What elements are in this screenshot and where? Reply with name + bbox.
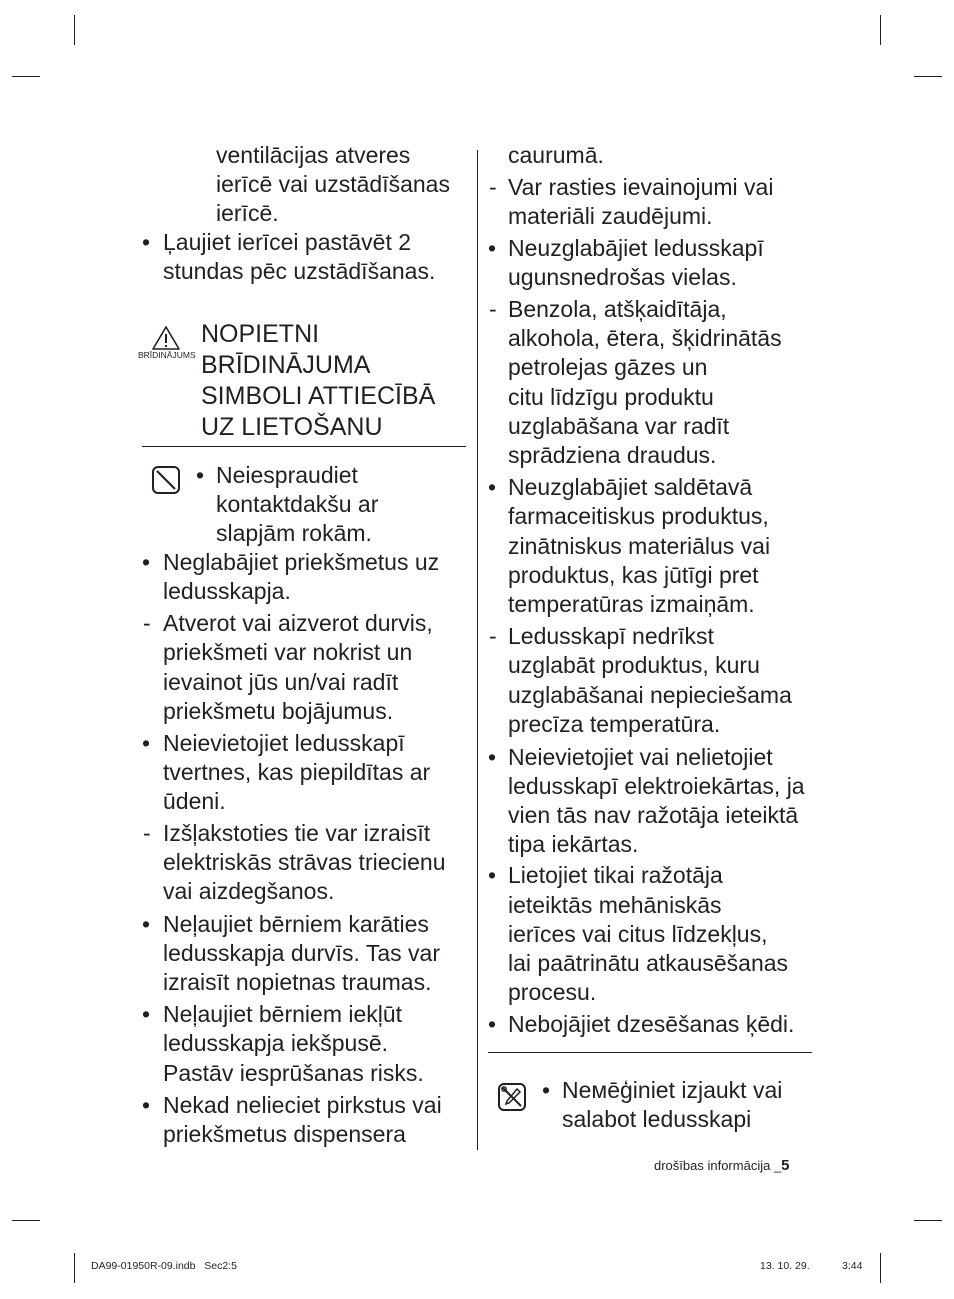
- print-time: 3:44: [842, 1260, 863, 1272]
- text-line: Neglabājiet priekšmetus uz: [163, 549, 440, 575]
- crop-mark: [74, 15, 75, 45]
- text-line: farmaceitiskus produktus,: [508, 503, 769, 529]
- text-line: ūdeni.: [163, 788, 226, 814]
- bullet: •: [142, 730, 151, 756]
- text-line: temperatūras izmaiņām.: [508, 591, 755, 617]
- page-number: 5: [781, 1157, 790, 1174]
- text-line: Nekad nelieciet pirkstus vai: [163, 1092, 442, 1118]
- text-line: Atverot vai aizverot durvis,: [163, 610, 433, 636]
- section-heading-line: BRĪDINĀJUMA: [201, 351, 371, 379]
- text-line: ierīcē.: [216, 200, 279, 226]
- text-line: vai aizdegšanos.: [163, 878, 335, 904]
- heading-rule: [142, 446, 466, 447]
- text-line: materiāli zaudējumi.: [508, 203, 713, 229]
- bullet: •: [142, 911, 151, 937]
- text-line: precīza temperatūra.: [508, 711, 721, 737]
- text-line: ugunsnedrošas vielas.: [508, 264, 737, 290]
- text-line: tvertnes, kas piepildītas ar: [163, 759, 431, 785]
- dash: -: [143, 820, 151, 846]
- text-line: Var rasties ievainojumi vai: [508, 174, 774, 200]
- text-line: salabot ledusskapi: [562, 1106, 752, 1132]
- text-line: kontaktdakšu ar: [216, 491, 379, 517]
- dash: -: [143, 610, 151, 636]
- text-line: zinātniskus materiālus vai: [508, 533, 771, 559]
- bullet: •: [196, 462, 205, 488]
- bullet: •: [488, 1011, 497, 1037]
- text-line: Neuzglabājiet ledusskapī: [508, 235, 764, 261]
- text-line: procesu.: [508, 979, 597, 1005]
- column-divider: [477, 150, 478, 1150]
- print-date: 13. 10. 29.: [760, 1260, 810, 1272]
- dash: -: [489, 623, 497, 649]
- text-line: vien tās nav ražotāja ieteiktā: [508, 802, 799, 828]
- crop-mark: [914, 1220, 942, 1221]
- footer-section: drošības informācija _: [654, 1158, 782, 1173]
- warning-triangle-icon: [151, 325, 181, 351]
- bullet: •: [142, 549, 151, 575]
- bullet: •: [542, 1077, 551, 1103]
- crop-mark: [880, 15, 881, 45]
- section-heading-line: SIMBOLI ATTIECĪBĀ: [201, 382, 436, 410]
- text-line: Neiespraudiet: [216, 462, 358, 488]
- text-line: Lietojiet tikai ražotāja: [508, 862, 723, 888]
- text-line: ledusskapī elektroiekārtas, ja: [508, 773, 805, 799]
- text-line: ventilācijas atveres: [216, 142, 411, 168]
- section-heading-line: UZ LIETOŠANU: [201, 413, 383, 441]
- text-line: alkohola, ētera, šķidrinātās: [508, 325, 782, 351]
- text-line: petrolejas gāzes un: [508, 354, 708, 380]
- text-line: lai paātrinātu atkausēšanas: [508, 950, 789, 976]
- text-line: slapjām rokām.: [216, 520, 372, 546]
- section-rule: [488, 1052, 812, 1053]
- no-disassembly-icon: [497, 1082, 527, 1112]
- text-line: Neuzglabājiet saldētavā: [508, 474, 753, 500]
- text-line: uzglabāšana var radīt: [508, 413, 730, 439]
- warning-label: BRĪDINĀJUMS: [138, 350, 196, 360]
- print-file-info: DA99-01950R-09.indb Sec2:5: [91, 1260, 237, 1272]
- text-line: priekšmeti var nokrist un: [163, 639, 413, 665]
- bullet: •: [142, 229, 151, 255]
- text-line: uzglabāt produktus, kuru: [508, 652, 760, 678]
- crop-mark: [74, 1253, 75, 1283]
- text-line: Nebojājiet dzesēšanas ķēdi.: [508, 1011, 795, 1037]
- text-line: uzglabāšanai nepieciešama: [508, 682, 792, 708]
- dash: -: [489, 174, 497, 200]
- text-line: Benzola, atšķaidītāja,: [508, 296, 727, 322]
- crop-mark: [12, 76, 40, 77]
- text-line: elektriskās strāvas triecienu: [163, 849, 446, 875]
- prohibition-icon: [151, 465, 181, 495]
- text-line: Neļaujiet bērniem iekļūt: [163, 1001, 403, 1027]
- bullet: •: [142, 1092, 151, 1118]
- crop-mark: [914, 76, 942, 77]
- bullet: •: [142, 1001, 151, 1027]
- dash: -: [489, 296, 497, 322]
- text-line: produktus, kas jūtīgi pret: [508, 562, 759, 588]
- text-line: ievainot jūs un/vai radīt: [163, 669, 399, 695]
- text-line: ledusskapja durvīs. Tas var: [163, 940, 440, 966]
- bullet: •: [488, 744, 497, 770]
- bullet: •: [488, 474, 497, 500]
- text-line: Izšļakstoties tie var izraisīt: [163, 820, 431, 846]
- text-line: izraisīt nopietnas traumas.: [163, 969, 432, 995]
- text-line: citu līdzīgu produktu: [508, 384, 714, 410]
- bullet: •: [488, 235, 497, 261]
- text-line: ledusskapja.: [163, 578, 291, 604]
- text-line: stundas pēc uzstādīšanas.: [163, 258, 436, 284]
- text-line: Neievietojiet vai nelietojiet: [508, 744, 773, 770]
- text-line: Neievietojiet ledusskapī: [163, 730, 405, 756]
- text-line: caurumā.: [508, 142, 604, 168]
- text-line: Neļaujiet bērniem karāties: [163, 911, 429, 937]
- text-line: sprādziena draudus.: [508, 442, 717, 468]
- text-line: priekšmetus dispensera: [163, 1121, 406, 1147]
- text-line: tipa iekārtas.: [508, 831, 639, 857]
- text-line: Ledusskapī nedrīkst: [508, 623, 714, 649]
- crop-mark: [880, 1253, 881, 1283]
- crop-mark: [12, 1220, 40, 1221]
- text-line: ieteiktās mehāniskās: [508, 892, 722, 918]
- text-line: Neмēģiniet izjaukt vai: [562, 1077, 783, 1103]
- text-line: ledusskapja iekšpusē.: [163, 1030, 389, 1056]
- section-heading-line: NOPIETNI: [201, 320, 320, 348]
- page-footer: [654, 1157, 790, 1174]
- text-line: ierīces vai citus līdzekļus,: [508, 921, 768, 947]
- bullet: •: [488, 862, 497, 888]
- text-line: Pastāv iesprūšanas risks.: [163, 1060, 424, 1086]
- text-line: priekšmetu bojājumus.: [163, 698, 394, 724]
- text-line: ierīcē vai uzstādīšanas: [216, 171, 450, 197]
- text-line: Ļaujiet ierīcei pastāvēt 2: [163, 229, 412, 255]
